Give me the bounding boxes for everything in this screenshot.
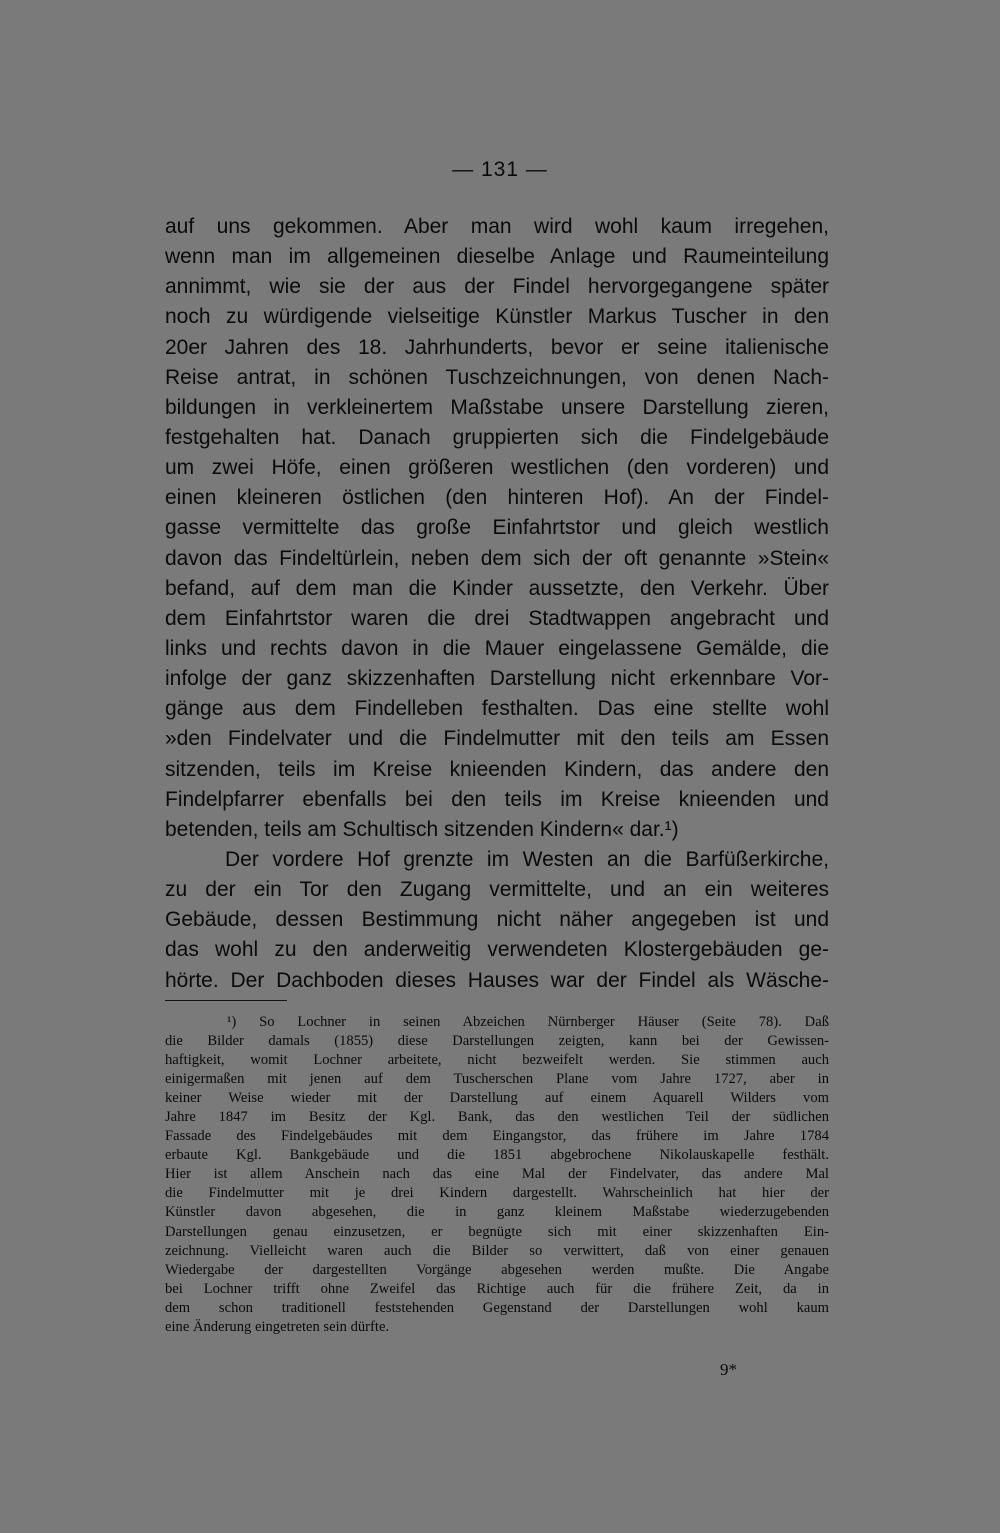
text-line: noch zu würdigende vielseitige Künstler Markus Tuscher in den: [165, 305, 829, 329]
page-number: — 131 —: [452, 158, 548, 181]
text-line: dem Einfahrtstor waren die drei Stadtwappen angebracht und: [165, 606, 829, 630]
footnote-line: Jahre 1847 im Besitz der Kgl. Bank, das den westlichen Teil der südlichen: [165, 1109, 829, 1126]
text-line: infolge der ganz skizzenhaften Darstellung nicht erkennbare Vor-: [165, 667, 829, 691]
footnote-line: die Bilder damals (1855) diese Darstellungen zeigten, kann bei der Gewissen-: [165, 1033, 829, 1050]
main-text: [165, 212, 829, 996]
footnote-line: Darstellungen genau einzusetzen, er begnügte sich mit einer skizzenhaften Ein-: [165, 1223, 829, 1240]
footnote-line: einigermaßen mit jenen auf dem Tuscherschen Plane vom Jahre 1727, aber in: [165, 1071, 829, 1088]
text-line: festgehalten hat. Danach gruppierten sich die Findelgebäude: [165, 425, 829, 449]
footnote-line: die Findelmutter mit je drei Kindern dargestellt. Wahrscheinlich hat hier der: [165, 1185, 829, 1202]
text-line: befand, auf dem man die Kinder aussetzte, den Verkehr. Über: [165, 576, 829, 600]
text-line: annimmt, wie sie der aus der Findel hervorgegangene später: [165, 275, 829, 299]
footnote: [165, 1013, 829, 1337]
footnote-line: eine Änderung eingetreten sein dürfte.: [165, 1318, 390, 1335]
text-line: wenn man im allgemeinen dieselbe Anlage und Raumeinteilung: [165, 245, 829, 269]
text-line: betenden, teils am Schultisch sitzenden Kindern« dar.¹): [165, 817, 679, 841]
footnote-line: erbaute Kgl. Bankgebäude und die 1851 abgebrochene Nikolauskapelle festhält.: [165, 1147, 829, 1164]
text-line: hörte. Der Dachboden dieses Hauses war der Findel als Wäsche-: [165, 968, 829, 992]
footnote-line: Hier ist allem Anschein nach das eine Mal der Findelvater, das andere Mal: [165, 1166, 829, 1183]
footnote-line: dem schon traditionell feststehenden Gegenstand der Darstellungen wohl kaum: [165, 1299, 829, 1316]
text-line: Reise antrat, in schönen Tuschzeichnungen, von denen Nach-: [165, 365, 829, 389]
text-line: Findelpfarrer ebenfalls bei den teils im Kreise knieenden und: [165, 787, 829, 811]
text-line: um zwei Höfe, einen größeren westlichen (den vorderen) und: [165, 456, 829, 480]
text-line: links und rechts davon in die Mauer eingelassene Gemälde, die: [165, 636, 829, 660]
footnote-line: ¹) So Lochner in seinen Abzeichen Nürnberger Häuser (Seite 78). Daß: [227, 1014, 829, 1030]
text-line: gänge aus dem Findelleben festhalten. Das eine stellte wohl: [165, 697, 829, 721]
text-line: das wohl zu den anderweitig verwendeten Klostergebäuden ge-: [165, 938, 829, 962]
signature-mark: 9*: [720, 1360, 737, 1379]
text-line: 20er Jahren des 18. Jahrhunderts, bevor er seine italienische: [165, 335, 829, 359]
text-line: sitzenden, teils im Kreise knieenden Kindern, das andere den: [165, 757, 829, 781]
footnote-separator: [165, 1000, 287, 1001]
text-line: bildungen in verkleinertem Maßstabe unsere Darstellung zieren,: [165, 395, 829, 419]
footnote-line: Künstler davon abgesehen, die in ganz kleinem Maßstabe wiederzugebenden: [165, 1204, 829, 1221]
text-line: Gebäude, dessen Bestimmung nicht näher angegeben ist und: [165, 908, 829, 932]
footnote-line: Fassade des Findelgebäudes mit dem Eingangstor, das frühere im Jahre 1784: [165, 1128, 829, 1145]
text-line: »den Findelvater und die Findelmutter mit den teils am Essen: [165, 727, 829, 751]
footnote-line: Wiedergabe der dargestellten Vorgänge abgesehen werden mußte. Die Angabe: [165, 1261, 829, 1278]
text-line: gasse vermittelte das große Einfahrtstor und gleich westlich: [165, 516, 829, 540]
footnote-line: zeichnung. Vielleicht waren auch die Bilder so verwittert, daß von einer genauen: [165, 1242, 829, 1259]
text-line: davon das Findeltürlein, neben dem sich der oft genannte »Stein«: [165, 546, 829, 570]
footnote-line: keiner Weise wieder mit der Darstellung auf einem Aquarell Wilders vom: [165, 1090, 829, 1107]
text-line: Der vordere Hof grenzte im Westen an die Barfüßerkirche,: [225, 847, 829, 871]
text-line: zu der ein Tor den Zugang vermittelte, und an ein weiteres: [165, 878, 829, 902]
text-line: einen kleineren östlichen (den hinteren Hof). An der Findel-: [165, 486, 829, 510]
footnote-line: bei Lochner trifft ohne Zweifel das Richtige auch für die frühere Zeit, da in: [165, 1280, 829, 1297]
footnote-line: haftigkeit, womit Lochner arbeitete, nicht bezweifelt werden. Sie stimmen auch: [165, 1052, 829, 1069]
text-line: auf uns gekommen. Aber man wird wohl kaum irregehen,: [165, 215, 829, 238]
